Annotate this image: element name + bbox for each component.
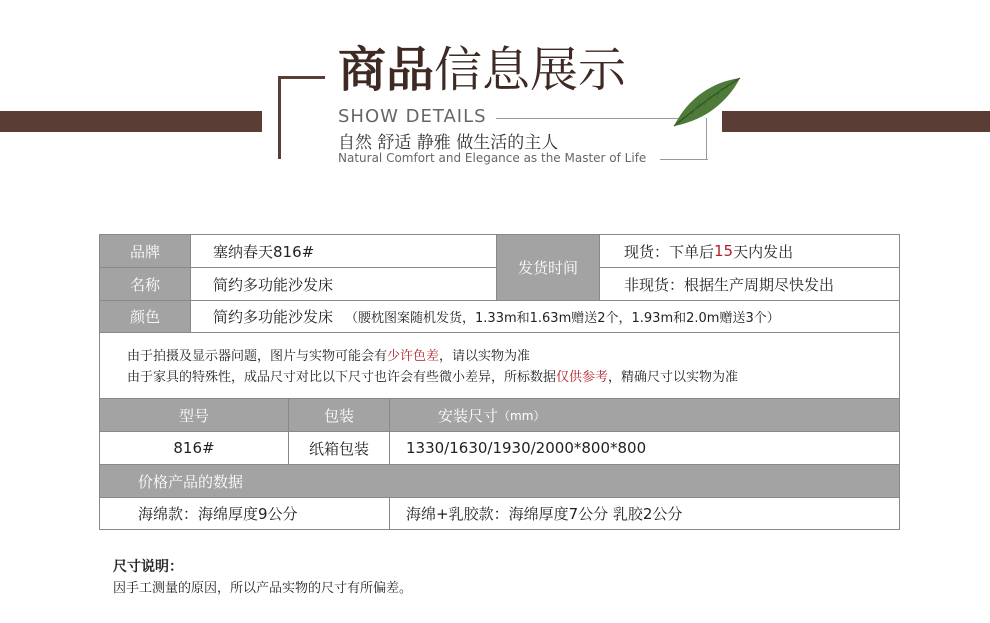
footer-text: 因手工测量的原因，所以产品实物的尺寸有所偏差。 [113,581,413,596]
package-value: 纸箱包装 [289,432,389,464]
name-value: 简约多功能沙发床 [190,268,496,300]
subtitle-en: SHOW DETAILS [338,106,487,127]
title-bold: 商品 [338,42,435,98]
color-value [190,301,899,332]
grid-line [190,235,191,332]
footer-title: 尺寸说明： [113,559,183,575]
note-line-2 [127,366,738,385]
ship-stock-pre: 现货：下单后 [624,242,715,261]
grid-line [496,235,497,300]
note-highlight: 仅供参考 [556,370,609,385]
grid-line [288,398,289,464]
title-bracket [278,76,325,159]
ship-stock [600,235,899,267]
divider-line-bottom [660,159,708,160]
note-highlight: 少许色差 [387,349,440,364]
brand-value: 塞纳春天816# [190,235,496,267]
note-text: 由于家具的特殊性，成品尺寸对比以下尺寸也许会有些微小差异，所标数据 [127,370,557,385]
grid-line [100,267,496,268]
grid-line [100,431,899,432]
note-line-1 [127,345,530,364]
header-band-right [722,111,990,132]
price-header: 价格产品的数据 [100,465,899,497]
ship-label: 发货时间 [497,235,599,300]
brand-label: 品牌 [100,235,190,267]
size-header [390,399,899,431]
note-text: ，请以实物为准 [439,349,531,364]
size-header-unit: （mm） [498,408,546,423]
title-light: 信息展示 [434,42,627,98]
color-label: 颜色 [100,301,190,332]
leaf-icon [670,76,742,128]
grid-line [389,497,390,529]
note-text: ，精确尺寸以实物为准 [608,370,739,385]
ship-stock-post: 天内发出 [733,242,794,261]
size-value: 1330/1630/1930/2000*800*800 [390,432,899,464]
grid-line [100,464,899,465]
grid-line [599,235,600,300]
ship-stock-days: 15 [714,242,734,260]
header-band-left [0,111,262,132]
model-header: 型号 [100,399,288,431]
color-note: （腰枕图案随机发货，1.33m和1.63m赠送2个，1.93m和2.0m赠送3个） [345,311,780,326]
grid-line [389,398,390,464]
page-title [338,40,626,100]
price-latex: 海绵+乳胶款：海绵厚度7公分 乳胶2公分 [390,498,899,529]
name-label: 名称 [100,268,190,300]
grid-line [100,497,899,498]
model-value: 816# [100,432,288,464]
grid-line [100,398,899,399]
ship-nonstock: 非现货：根据生产周期尽快发出 [600,268,899,300]
divider-line [496,118,696,119]
subtitle-en-small: Natural Comfort and Elegance as the Master of Life [338,151,647,165]
grid-line [100,300,899,301]
color-value-text: 简约多功能沙发床 [213,308,334,326]
package-header: 包装 [289,399,389,431]
subtitle-cn: 自然 舒适 静雅 做生活的主人 [338,133,559,153]
grid-line [599,267,899,268]
size-header-text: 安装尺寸 [438,406,499,425]
grid-line [100,332,899,333]
price-sponge: 海绵款：海绵厚度9公分 [100,498,389,529]
note-text: 由于拍摄及显示器问题，图片与实物可能会有 [127,349,388,364]
product-info-table [99,234,900,530]
